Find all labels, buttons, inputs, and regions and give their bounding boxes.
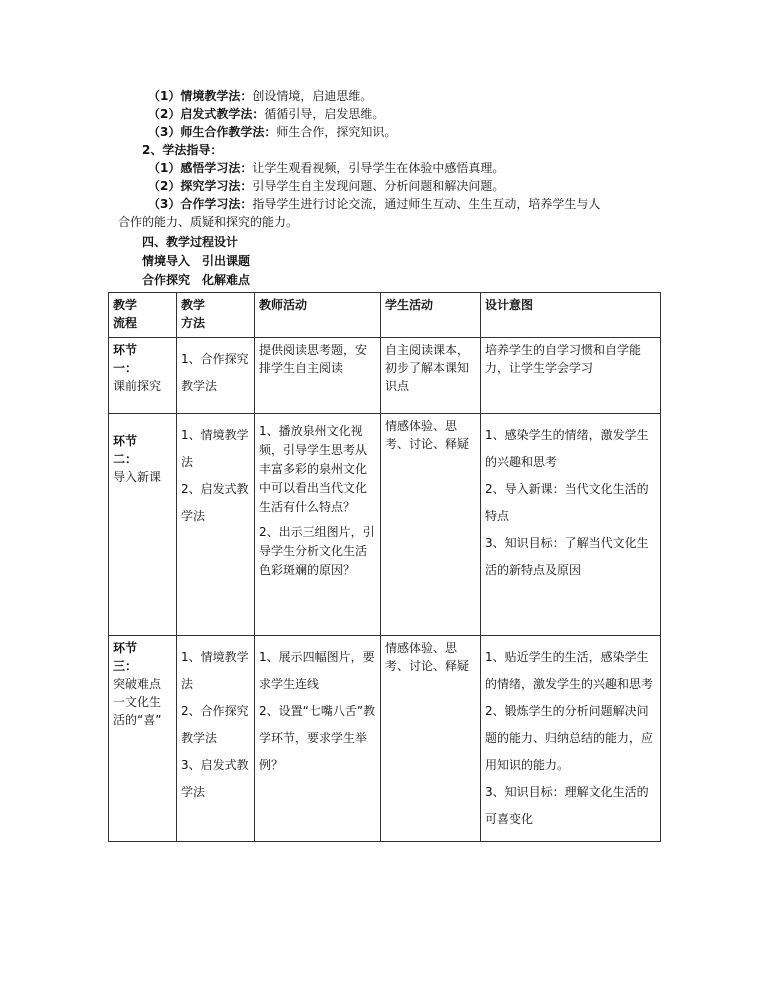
method-line-2 [148,106,384,123]
table-row [109,414,661,636]
method-label: （2）启发式教学法： [148,107,265,121]
study-line-3-cont: 合作的能力、质疑和探究的能力。 [118,215,299,229]
header-student: 学生活动 [381,293,481,338]
method-cell: 1、情境教学法 2、启发式教学法 [177,414,255,636]
study-label: （3）合作学习法： [148,197,253,211]
intent-cell: 1、贴近学生的生活，感染学生的情绪，激发学生的兴趣和思考 2、锻炼学生的分析问题解决问题的能力、归纳总结的能力，应用知识的能力。 3、知识目标：理解文化生活的可喜变化 [481,636,661,842]
header-intent: 设计意图 [481,293,661,338]
student-cell: 自主阅读课本，初步了解本课知识点 [381,338,481,414]
method-text: 师生合作，探究知识。 [276,125,397,139]
study-text: 引导学生自主发现问题、分析问题和解决问题。 [252,179,505,193]
student-cell: 情感体验、思考、讨论、释疑 [381,636,481,842]
subheading-intro: 情境导入 引出课题 [142,254,251,268]
stage-cell: 环节 二： 导入新课 [109,414,177,636]
table-row [109,338,661,414]
study-text: 让学生观看视频，引导学生在体验中感悟真理。 [252,161,505,175]
intent-cell: 培养学生的自学习惯和自学能力，让学生学会学习 [481,338,661,414]
study-text: 指导学生进行讨论交流，通过师生互动、生生互动，培养学生与人 [252,197,601,211]
section-heading: 四、教学过程设计 [142,235,239,249]
method-line-3 [148,124,396,141]
study-line-1 [148,160,504,177]
method-cell: 1、情境教学法 2、合作探究教学法 3、启发式教学法 [177,636,255,842]
method-label: （3）师生合作教学法： [148,125,277,139]
study-label: （1）感悟学习法： [148,161,253,175]
header-process: 教学 流程 [109,293,177,338]
table-header-row [109,293,661,338]
teacher-cell: 1、展示四幅图片，要求学生连线 2、设置“七嘴八舌”教学环节，要求学生举例？ [255,636,381,842]
study-line-2 [148,178,504,195]
header-teacher: 教师活动 [255,293,381,338]
header-method: 教学 方法 [177,293,255,338]
method-label: （1）情境教学法： [148,89,253,103]
student-cell: 情感体验、思考、讨论、释疑 [381,414,481,636]
method-line-1 [148,88,372,105]
stage-cell: 环节 三： 突破难点一文化生活的“喜” [109,636,177,842]
stage-cell: 环节 一： 课前探究 [109,338,177,414]
intent-cell: 1、感染学生的情绪，激发学生的兴趣和思考 2、导入新课：当代文化生活的特点 3、知识目标：了解当代文化生活的新特点及原因 [481,414,661,636]
teacher-cell: 提供阅读思考题，安排学生自主阅读 [255,338,381,414]
study-label: （2）探究学习法： [148,179,253,193]
method-cell: 1、合作探究教学法 [177,338,255,414]
table-row [109,636,661,842]
study-line-3 [148,196,600,213]
subheading-explore: 合作探究 化解难点 [142,273,251,287]
study-heading: 2、学法指导： [142,143,223,157]
method-text: 创设情境，启迪思维。 [252,89,373,103]
method-text: 循循引导，启发思维。 [264,107,385,121]
lesson-plan-table [108,292,661,842]
teacher-cell: 1、播放泉州文化视频，引导学生思考从丰富多彩的泉州文化中可以看出当代文化生活有什么特点？ 2、出示三组图片，引导学生分析文化生活色彩斑斓的原因？ [255,414,381,636]
